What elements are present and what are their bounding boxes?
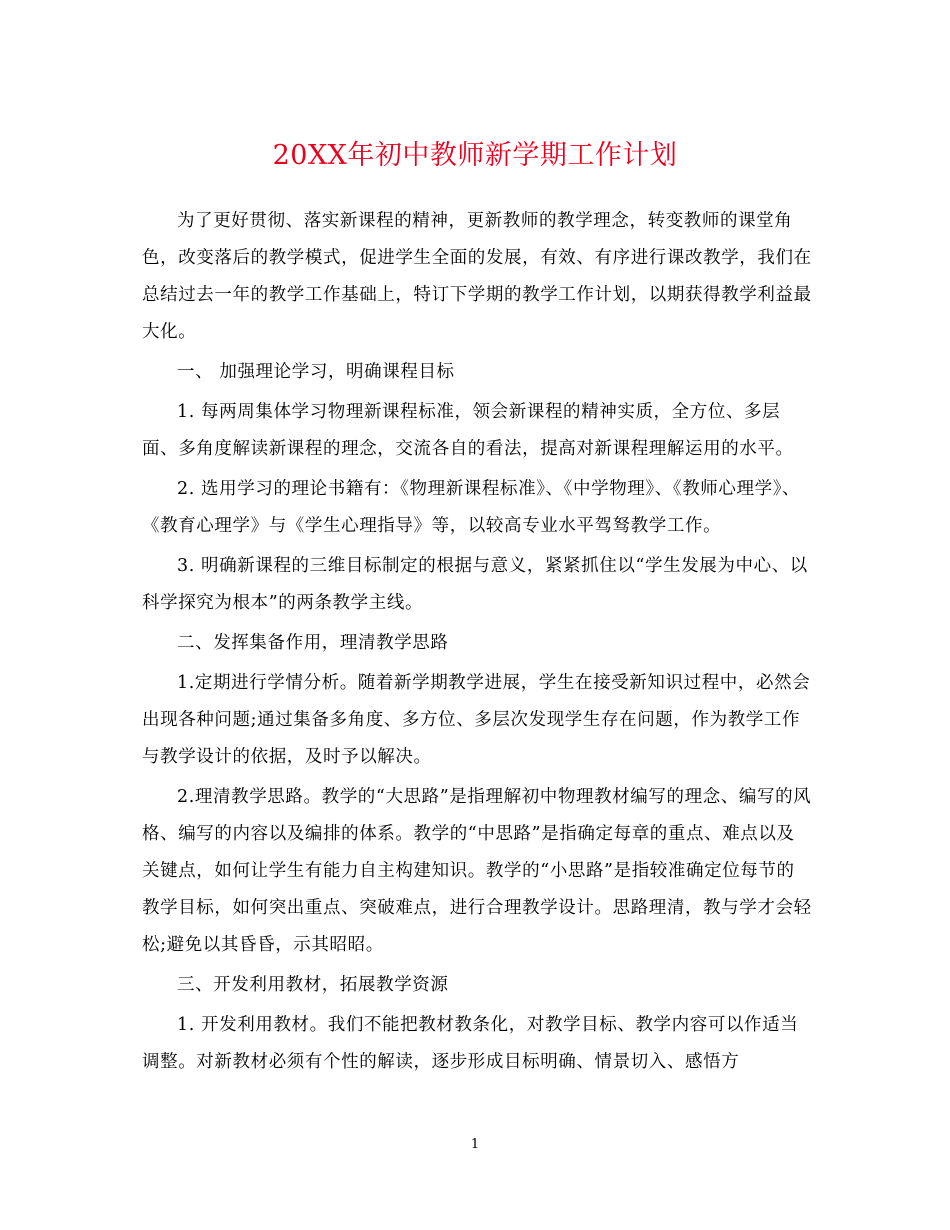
paragraph-2-2: 2.理清教学思路。教学的“大思路”是指理解初中物理教材编写的理念、编写的风格、编写的内容以及编排的体系。教学的“中思路”是指确定每章的重点、难点以及关键点，如何让学生有能力自主构建知识。教学的“小思路”是指较准确定位每节的教学目标，如何突出重点、突破难点，进行合理教学设计。思路理清，教与学才会轻松;避免以其昏昏，示其昭昭。 bbox=[142, 787, 812, 955]
paragraph-1-1: 1. 每两周集体学习物理新课程标准，领会新课程的精神实质，全方位、多层面、多角度解读新课程的理念，交流各自的看法，提高对新课程理解运用的水平。 bbox=[142, 402, 794, 459]
paragraph-intro: 为了更好贯彻、落实新课程的精神，更新教师的教学理念，转变教师的课堂角色，改变落后的教学模式，促进学生全面的发展，有效、有序进行课改教学，我们在总结过去一年的教学工作基础上，特订下学期的教学工作计划，以期获得教学利益最大化。 bbox=[142, 211, 812, 342]
paragraph-3-1: 1. 开发利用教材。我们不能把教材教条化，对教学目标、教学内容可以作适当调整。对新教材必须有个性的解读，逐步形成目标明确、情景切入、感悟方 bbox=[142, 1015, 799, 1072]
paragraph-1-2: 2. 选用学习的理论书籍有：《物理新课程标准》、《中学物理》、《教师心理学》、《教育心理学》与《学生心理指导》等，以较高专业水平驾驽教学工作。 bbox=[142, 479, 801, 536]
section-heading-3: 三、开发利用教材，拓展教学资源 bbox=[177, 975, 449, 995]
paragraph-2-1: 1.定期进行学情分析。随着新学期教学进展，学生在接受新知识过程中，必然会出现各种问题;通过集备多角度、多方位、多层次发现学生存在问题，作为教学工作与教学设计的依据，及时予以解决。 bbox=[142, 673, 811, 767]
document-title: 20XX年初中教师新学期工作计划 bbox=[272, 140, 678, 171]
paragraph-1-3: 3. 明确新课程的三维目标制定的根据与意义，紧紧抓住以“学生发展为中心、以科学探究为根本”的两条教学主线。 bbox=[142, 556, 808, 613]
section-heading-2: 二、发挥集备作用，理清教学思路 bbox=[177, 633, 449, 653]
section-heading-1: 一、 加强理论学习，明确课程目标 bbox=[177, 362, 455, 382]
document-body bbox=[142, 203, 812, 1084]
page-number: 1 bbox=[470, 1137, 480, 1152]
